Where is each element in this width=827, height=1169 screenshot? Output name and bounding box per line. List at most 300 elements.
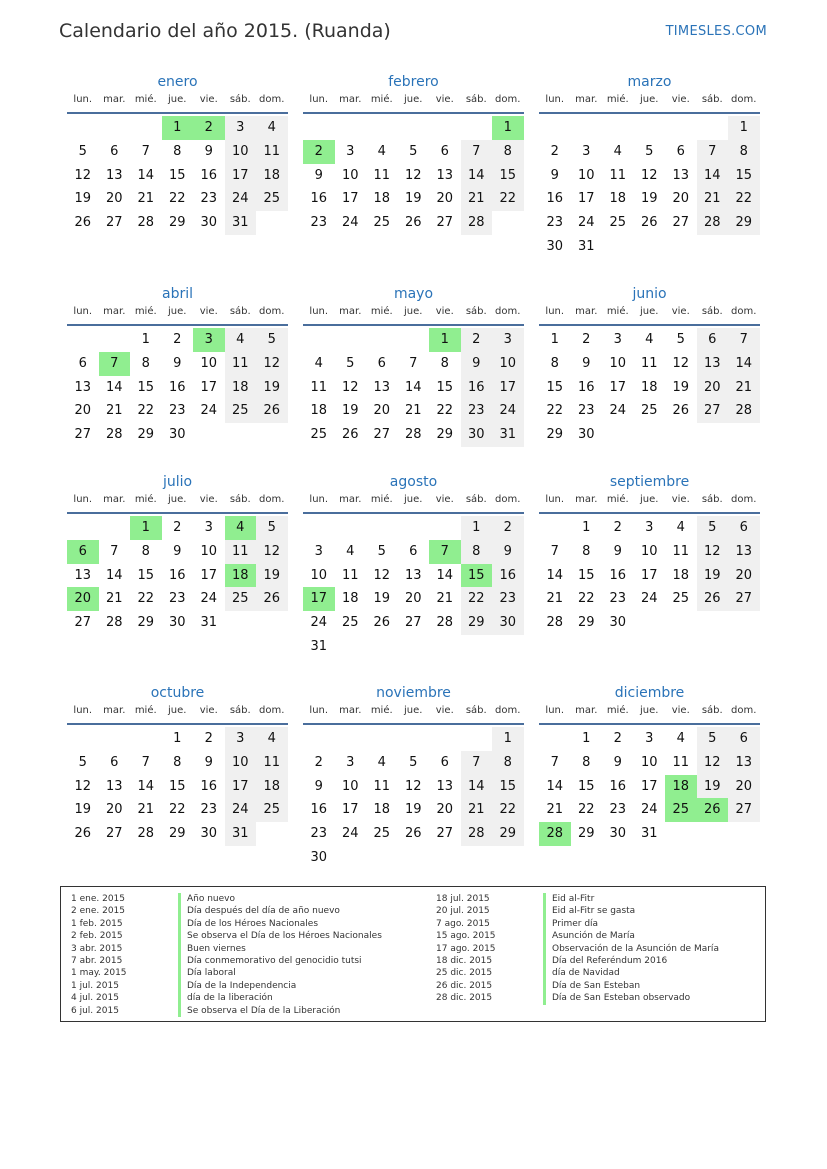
day-cell[interactable]: 8 [173, 754, 182, 770]
day-cell[interactable]: 10 [200, 543, 218, 559]
day-cell[interactable]: 6 [440, 143, 449, 159]
day-cell[interactable]: 16 [310, 191, 328, 207]
day-cell[interactable]: 18 [341, 591, 359, 607]
day-cell[interactable]: 16 [492, 564, 524, 588]
day-cell[interactable]: 13 [728, 751, 760, 775]
day-cell[interactable]: 1 [461, 516, 493, 540]
day-cell[interactable]: 31 [225, 211, 257, 235]
day-cell[interactable]: 6 [377, 355, 386, 371]
day-cell[interactable]: 5 [78, 754, 87, 770]
day-cell[interactable]: 17 [225, 164, 257, 188]
day-cell[interactable]: 15 [137, 567, 155, 583]
day-cell[interactable]: 8 [461, 540, 493, 564]
day-cell[interactable]: 27 [74, 427, 92, 443]
day-cell[interactable]: 14 [137, 167, 155, 183]
day-cell[interactable]: 21 [105, 403, 123, 419]
day-cell[interactable]: 4 [256, 727, 288, 751]
day-cell[interactable]: 18 [609, 191, 627, 207]
day-cell[interactable]: 16 [609, 778, 627, 794]
day-cell[interactable]: 18 [225, 376, 257, 400]
day-cell[interactable]: 17 [577, 191, 595, 207]
day-cell[interactable]: 9 [461, 352, 493, 376]
day-cell[interactable]: 15 [492, 775, 524, 799]
day-cell[interactable]: 16 [577, 379, 595, 395]
day-cell[interactable]: 22 [436, 403, 454, 419]
day-cell[interactable]: 16 [461, 376, 493, 400]
day-cell[interactable]: 12 [404, 167, 422, 183]
day-cell[interactable]: 24 [200, 403, 218, 419]
day-cell[interactable]: 8 [492, 751, 524, 775]
day-cell[interactable]: 18 [373, 802, 391, 818]
day-cell[interactable]: 12 [697, 540, 729, 564]
day-cell[interactable]: 12 [256, 540, 288, 564]
day-cell[interactable]: 18 [672, 567, 690, 583]
day-cell[interactable]: 21 [461, 187, 493, 211]
day-cell[interactable]: 27 [74, 615, 92, 631]
day-cell[interactable]: 27 [728, 587, 760, 611]
day-cell[interactable]: 8 [173, 143, 182, 159]
day-cell[interactable]: 7 [728, 328, 760, 352]
day-cell[interactable]: 21 [137, 802, 155, 818]
day-cell[interactable]: 20 [728, 564, 760, 588]
day-cell[interactable]: 17 [640, 778, 658, 794]
day-cell[interactable]: 22 [577, 591, 595, 607]
day-cell[interactable]: 28 [539, 822, 571, 846]
day-cell[interactable]: 10 [225, 751, 257, 775]
day-cell[interactable]: 7 [141, 143, 150, 159]
day-cell[interactable]: 25 [672, 591, 690, 607]
day-cell[interactable]: 14 [728, 352, 760, 376]
day-cell[interactable]: 19 [404, 191, 422, 207]
day-cell[interactable]: 6 [409, 543, 418, 559]
day-cell[interactable]: 29 [168, 826, 186, 842]
day-cell[interactable]: 23 [200, 191, 218, 207]
day-cell[interactable]: 23 [168, 591, 186, 607]
day-cell[interactable]: 9 [173, 355, 182, 371]
day-cell[interactable]: 21 [697, 187, 729, 211]
day-cell[interactable]: 5 [346, 355, 355, 371]
day-cell[interactable]: 26 [697, 798, 729, 822]
day-cell[interactable]: 13 [672, 167, 690, 183]
day-cell[interactable]: 1 [130, 516, 162, 540]
day-cell[interactable]: 11 [256, 140, 288, 164]
day-cell[interactable]: 13 [105, 778, 123, 794]
day-cell[interactable]: 18 [256, 164, 288, 188]
day-cell[interactable]: 14 [546, 778, 564, 794]
day-cell[interactable]: 23 [310, 215, 328, 231]
day-cell[interactable]: 1 [173, 731, 182, 746]
day-cell[interactable]: 10 [492, 352, 524, 376]
day-cell[interactable]: 5 [409, 754, 418, 770]
day-cell[interactable]: 25 [225, 399, 257, 423]
day-cell[interactable]: 9 [204, 754, 213, 770]
day-cell[interactable]: 30 [461, 423, 493, 447]
day-cell[interactable]: 28 [137, 215, 155, 231]
day-cell[interactable]: 23 [310, 826, 328, 842]
day-cell[interactable]: 12 [373, 567, 391, 583]
day-cell[interactable]: 13 [105, 167, 123, 183]
day-cell[interactable]: 21 [546, 591, 564, 607]
day-cell[interactable]: 11 [640, 355, 658, 371]
day-cell[interactable]: 5 [78, 143, 87, 159]
day-cell[interactable]: 24 [640, 591, 658, 607]
day-cell[interactable]: 15 [168, 167, 186, 183]
day-cell[interactable]: 20 [105, 191, 123, 207]
day-cell[interactable]: 28 [105, 615, 123, 631]
day-cell[interactable]: 3 [492, 328, 524, 352]
day-cell[interactable]: 31 [640, 826, 658, 842]
day-cell[interactable]: 30 [200, 215, 218, 231]
day-cell[interactable]: 3 [645, 731, 654, 746]
day-cell[interactable]: 31 [577, 238, 595, 254]
day-cell[interactable]: 15 [137, 379, 155, 395]
day-cell[interactable]: 1 [492, 727, 524, 751]
day-cell[interactable]: 20 [697, 376, 729, 400]
day-cell[interactable]: 17 [341, 802, 359, 818]
day-cell[interactable]: 27 [105, 215, 123, 231]
day-cell[interactable]: 24 [310, 615, 328, 631]
day-cell[interactable]: 5 [645, 143, 654, 159]
day-cell[interactable]: 25 [310, 427, 328, 443]
day-cell[interactable]: 2 [613, 731, 622, 746]
day-cell[interactable]: 21 [436, 591, 454, 607]
day-cell[interactable]: 17 [200, 567, 218, 583]
day-cell[interactable]: 30 [492, 611, 524, 635]
day-cell[interactable]: 11 [672, 543, 690, 559]
day-cell[interactable]: 22 [168, 191, 186, 207]
day-cell[interactable]: 18 [225, 564, 257, 588]
day-cell[interactable]: 21 [728, 376, 760, 400]
day-cell[interactable]: 2 [582, 332, 591, 347]
day-cell[interactable]: 23 [461, 399, 493, 423]
day-cell[interactable]: 1 [492, 116, 524, 140]
day-cell[interactable]: 2 [173, 332, 182, 347]
day-cell[interactable]: 19 [256, 376, 288, 400]
day-cell[interactable]: 22 [577, 802, 595, 818]
day-cell[interactable]: 10 [640, 543, 658, 559]
day-cell[interactable]: 14 [137, 778, 155, 794]
day-cell[interactable]: 9 [613, 543, 622, 559]
day-cell[interactable]: 4 [613, 143, 622, 159]
day-cell[interactable]: 21 [546, 802, 564, 818]
day-cell[interactable]: 15 [461, 564, 493, 588]
day-cell[interactable]: 16 [546, 191, 564, 207]
day-cell[interactable]: 8 [492, 140, 524, 164]
day-cell[interactable]: 26 [373, 615, 391, 631]
day-cell[interactable]: 10 [640, 754, 658, 770]
day-cell[interactable]: 8 [440, 355, 449, 371]
day-cell[interactable]: 1 [582, 520, 591, 535]
day-cell[interactable]: 26 [256, 399, 288, 423]
day-cell[interactable]: 24 [492, 399, 524, 423]
day-cell[interactable]: 25 [373, 215, 391, 231]
day-cell[interactable]: 19 [341, 403, 359, 419]
day-cell[interactable]: 13 [373, 379, 391, 395]
day-cell[interactable]: 10 [609, 355, 627, 371]
day-cell[interactable]: 26 [404, 215, 422, 231]
day-cell[interactable]: 31 [225, 822, 257, 846]
day-cell[interactable]: 6 [728, 516, 760, 540]
day-cell[interactable]: 9 [550, 167, 559, 183]
day-cell[interactable]: 19 [697, 775, 729, 799]
day-cell[interactable]: 13 [728, 540, 760, 564]
day-cell[interactable]: 2 [492, 516, 524, 540]
day-cell[interactable]: 21 [404, 403, 422, 419]
day-cell[interactable]: 11 [225, 540, 257, 564]
day-cell[interactable]: 14 [461, 164, 493, 188]
day-cell[interactable]: 13 [697, 352, 729, 376]
day-cell[interactable]: 3 [346, 754, 355, 770]
day-cell[interactable]: 26 [640, 215, 658, 231]
day-cell[interactable]: 16 [168, 379, 186, 395]
day-cell[interactable]: 11 [256, 751, 288, 775]
day-cell[interactable]: 2 [314, 754, 323, 770]
day-cell[interactable]: 9 [582, 355, 591, 371]
day-cell[interactable]: 24 [225, 187, 257, 211]
day-cell[interactable]: 30 [168, 427, 186, 443]
day-cell[interactable]: 15 [492, 164, 524, 188]
day-cell[interactable]: 14 [105, 379, 123, 395]
day-cell[interactable]: 16 [168, 567, 186, 583]
day-cell[interactable]: 12 [640, 167, 658, 183]
day-cell[interactable]: 23 [609, 591, 627, 607]
day-cell[interactable]: 9 [314, 778, 323, 794]
day-cell[interactable]: 5 [377, 543, 386, 559]
day-cell[interactable]: 25 [256, 798, 288, 822]
day-cell[interactable]: 24 [640, 802, 658, 818]
day-cell[interactable]: 19 [640, 191, 658, 207]
day-cell[interactable]: 16 [609, 567, 627, 583]
day-cell[interactable]: 11 [373, 167, 391, 183]
day-cell[interactable]: 5 [697, 727, 729, 751]
day-cell[interactable]: 23 [546, 215, 564, 231]
day-cell[interactable]: 6 [78, 355, 87, 371]
day-cell[interactable]: 12 [256, 352, 288, 376]
day-cell[interactable]: 24 [341, 215, 359, 231]
day-cell[interactable]: 6 [440, 754, 449, 770]
day-cell[interactable]: 7 [409, 355, 418, 371]
day-cell[interactable]: 12 [672, 355, 690, 371]
day-cell[interactable]: 21 [137, 191, 155, 207]
day-cell[interactable]: 17 [609, 379, 627, 395]
day-cell[interactable]: 7 [99, 352, 131, 376]
day-cell[interactable]: 10 [200, 355, 218, 371]
day-cell[interactable]: 20 [672, 191, 690, 207]
day-cell[interactable]: 2 [303, 140, 335, 164]
day-cell[interactable]: 12 [341, 379, 359, 395]
day-cell[interactable]: 18 [665, 775, 697, 799]
day-cell[interactable]: 13 [436, 778, 454, 794]
day-cell[interactable]: 23 [577, 403, 595, 419]
day-cell[interactable]: 11 [672, 754, 690, 770]
day-cell[interactable]: 9 [314, 167, 323, 183]
day-cell[interactable]: 8 [141, 543, 150, 559]
day-cell[interactable]: 4 [225, 516, 257, 540]
day-cell[interactable]: 25 [640, 403, 658, 419]
day-cell[interactable]: 11 [609, 167, 627, 183]
day-cell[interactable]: 21 [105, 591, 123, 607]
day-cell[interactable]: 26 [74, 826, 92, 842]
day-cell[interactable]: 27 [404, 615, 422, 631]
day-cell[interactable]: 12 [74, 167, 92, 183]
day-cell[interactable]: 12 [697, 751, 729, 775]
day-cell[interactable]: 5 [409, 143, 418, 159]
day-cell[interactable]: 8 [582, 754, 591, 770]
day-cell[interactable]: 15 [577, 567, 595, 583]
day-cell[interactable]: 23 [168, 403, 186, 419]
day-cell[interactable]: 1 [162, 116, 194, 140]
day-cell[interactable]: 14 [461, 775, 493, 799]
day-cell[interactable]: 6 [110, 754, 119, 770]
day-cell[interactable]: 8 [728, 140, 760, 164]
day-cell[interactable]: 23 [492, 587, 524, 611]
day-cell[interactable]: 16 [200, 167, 218, 183]
day-cell[interactable]: 13 [404, 567, 422, 583]
day-cell[interactable]: 29 [137, 427, 155, 443]
day-cell[interactable]: 7 [110, 543, 119, 559]
day-cell[interactable]: 22 [461, 587, 493, 611]
day-cell[interactable]: 22 [546, 403, 564, 419]
day-cell[interactable]: 1 [141, 332, 150, 347]
day-cell[interactable]: 25 [665, 798, 697, 822]
day-cell[interactable]: 5 [676, 332, 685, 347]
day-cell[interactable]: 19 [672, 379, 690, 395]
day-cell[interactable]: 10 [341, 167, 359, 183]
day-cell[interactable]: 17 [225, 775, 257, 799]
day-cell[interactable]: 11 [341, 567, 359, 583]
day-cell[interactable]: 19 [74, 191, 92, 207]
day-cell[interactable]: 30 [609, 615, 627, 631]
day-cell[interactable]: 27 [728, 798, 760, 822]
day-cell[interactable]: 26 [672, 403, 690, 419]
day-cell[interactable]: 29 [461, 611, 493, 635]
day-cell[interactable]: 27 [697, 399, 729, 423]
day-cell[interactable]: 15 [728, 164, 760, 188]
day-cell[interactable]: 25 [609, 215, 627, 231]
day-cell[interactable]: 30 [546, 238, 564, 254]
day-cell[interactable]: 7 [550, 543, 559, 559]
day-cell[interactable]: 29 [546, 427, 564, 443]
day-cell[interactable]: 22 [492, 187, 524, 211]
day-cell[interactable]: 13 [74, 567, 92, 583]
day-cell[interactable]: 4 [256, 116, 288, 140]
day-cell[interactable]: 4 [346, 543, 355, 559]
day-cell[interactable]: 22 [728, 187, 760, 211]
day-cell[interactable]: 29 [168, 215, 186, 231]
day-cell[interactable]: 7 [550, 754, 559, 770]
day-cell[interactable]: 31 [492, 423, 524, 447]
day-cell[interactable]: 14 [404, 379, 422, 395]
day-cell[interactable]: 4 [225, 328, 257, 352]
day-cell[interactable]: 18 [256, 775, 288, 799]
day-cell[interactable]: 20 [404, 591, 422, 607]
day-cell[interactable]: 3 [645, 520, 654, 535]
day-cell[interactable]: 12 [74, 778, 92, 794]
day-cell[interactable]: 10 [225, 140, 257, 164]
day-cell[interactable]: 2 [173, 520, 182, 535]
day-cell[interactable]: 6 [67, 540, 99, 564]
day-cell[interactable]: 22 [137, 591, 155, 607]
day-cell[interactable]: 27 [672, 215, 690, 231]
day-cell[interactable]: 23 [200, 802, 218, 818]
day-cell[interactable]: 28 [404, 427, 422, 443]
day-cell[interactable]: 8 [141, 355, 150, 371]
day-cell[interactable]: 30 [577, 427, 595, 443]
day-cell[interactable]: 16 [200, 778, 218, 794]
day-cell[interactable]: 29 [728, 211, 760, 235]
day-cell[interactable]: 22 [168, 802, 186, 818]
day-cell[interactable]: 28 [461, 211, 493, 235]
day-cell[interactable]: 31 [200, 615, 218, 631]
day-cell[interactable]: 8 [582, 543, 591, 559]
day-cell[interactable]: 5 [256, 328, 288, 352]
day-cell[interactable]: 3 [193, 328, 225, 352]
day-cell[interactable]: 28 [105, 427, 123, 443]
day-cell[interactable]: 9 [492, 540, 524, 564]
day-cell[interactable]: 24 [225, 798, 257, 822]
day-cell[interactable]: 10 [341, 778, 359, 794]
day-cell[interactable]: 7 [461, 140, 493, 164]
day-cell[interactable]: 1 [582, 731, 591, 746]
day-cell[interactable]: 14 [697, 164, 729, 188]
day-cell[interactable]: 2 [550, 143, 559, 159]
day-cell[interactable]: 26 [256, 587, 288, 611]
day-cell[interactable]: 2 [613, 520, 622, 535]
day-cell[interactable]: 17 [492, 376, 524, 400]
day-cell[interactable]: 20 [728, 775, 760, 799]
day-cell[interactable]: 9 [204, 143, 213, 159]
day-cell[interactable]: 5 [697, 516, 729, 540]
day-cell[interactable]: 25 [256, 187, 288, 211]
day-cell[interactable]: 15 [577, 778, 595, 794]
day-cell[interactable]: 17 [303, 587, 335, 611]
day-cell[interactable]: 30 [200, 826, 218, 842]
day-cell[interactable]: 14 [436, 567, 454, 583]
day-cell[interactable]: 4 [645, 332, 654, 347]
day-cell[interactable]: 19 [74, 802, 92, 818]
day-cell[interactable]: 18 [373, 191, 391, 207]
day-cell[interactable]: 30 [609, 826, 627, 842]
day-cell[interactable]: 13 [74, 379, 92, 395]
day-cell[interactable]: 1 [728, 116, 760, 140]
day-cell[interactable]: 20 [373, 403, 391, 419]
day-cell[interactable]: 2 [204, 731, 213, 746]
day-cell[interactable]: 27 [105, 826, 123, 842]
day-cell[interactable]: 17 [341, 191, 359, 207]
day-cell[interactable]: 9 [613, 754, 622, 770]
day-cell[interactable]: 29 [492, 822, 524, 846]
day-cell[interactable]: 7 [697, 140, 729, 164]
day-cell[interactable]: 27 [436, 826, 454, 842]
day-cell[interactable]: 17 [640, 567, 658, 583]
day-cell[interactable]: 27 [436, 215, 454, 231]
day-cell[interactable]: 19 [256, 564, 288, 588]
day-cell[interactable]: 29 [577, 826, 595, 842]
day-cell[interactable]: 19 [404, 802, 422, 818]
day-cell[interactable]: 6 [728, 727, 760, 751]
day-cell[interactable]: 25 [341, 615, 359, 631]
day-cell[interactable]: 25 [373, 826, 391, 842]
day-cell[interactable]: 7 [429, 540, 461, 564]
day-cell[interactable]: 15 [168, 778, 186, 794]
day-cell[interactable]: 8 [550, 355, 559, 371]
day-cell[interactable]: 3 [314, 543, 323, 559]
day-cell[interactable]: 30 [168, 615, 186, 631]
day-cell[interactable]: 4 [676, 731, 685, 746]
day-cell[interactable]: 20 [67, 587, 99, 611]
day-cell[interactable]: 7 [141, 754, 150, 770]
brand-logo[interactable]: TIMESLES.COM [665, 24, 767, 39]
